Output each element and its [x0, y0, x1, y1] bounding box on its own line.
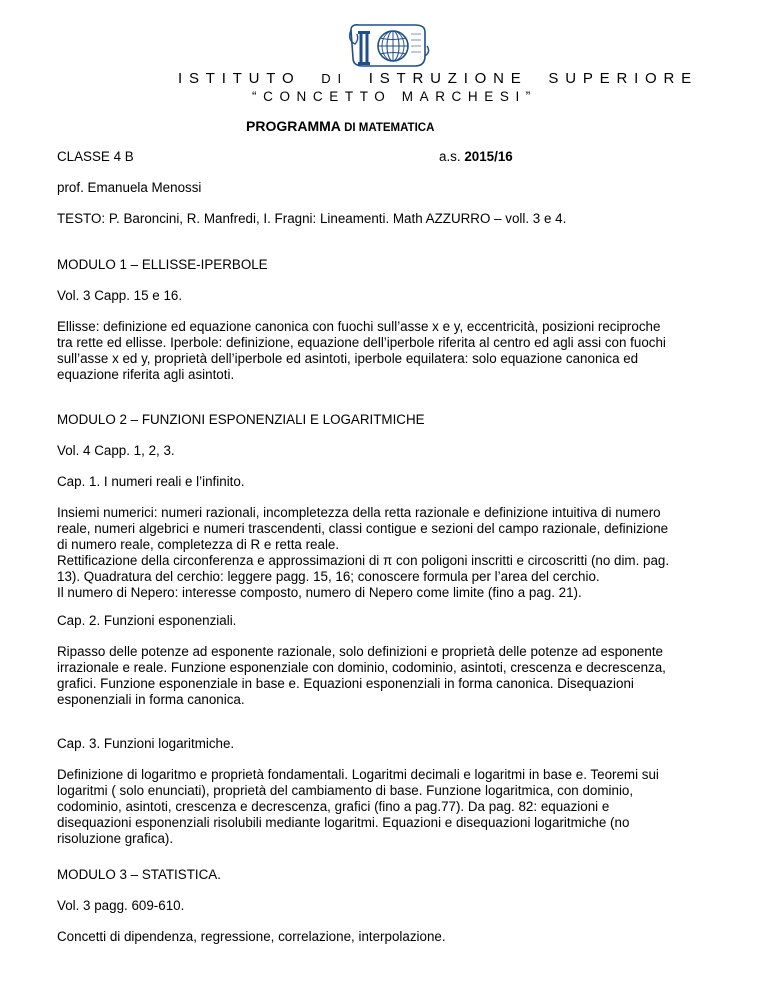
text-line: Ellisse: definizione ed equazione canonica con fuochi sull’asse x e y, eccentricità, posizioni reciproche [57, 319, 661, 334]
module-1-content [57, 319, 737, 383]
text-line: disequazioni esponenziali risolubili mediante logaritmi. Equazioni e disequazioni logaritmiche (no [57, 815, 630, 830]
text-line: Insiemi numerici: numeri razionali, incompletezza della retta razionale e definizione intuitiva di numero [57, 505, 661, 520]
school-logo-globe-icon [345, 22, 431, 72]
chapter-3-content [57, 767, 737, 847]
text-line: risoluzione grafica). [57, 831, 174, 846]
institute-name-line-2: “CONCETTO MARCHESI” [252, 89, 537, 104]
text-line: sull’asse x ed y, proprietà dell’iperbole ed asintoti, iperbole equilatera: solo equazione canonica ed [57, 351, 639, 366]
text-line: irrazionale e reale. Funzione esponenziale con dominio, codominio, asintoti, crescenza e decrescenza, [57, 660, 666, 675]
class-label: CLASSE 4 B [57, 149, 134, 164]
text-line: esponenziali in forma canonica. [57, 692, 245, 707]
module-2-ref: Vol. 4 Capp. 1, 2, 3. [57, 443, 175, 458]
text-line: logaritmi ( solo enunciati), proprietà del cambiamento di base. Funzione logaritmica, con dominio, [57, 783, 634, 798]
teacher-name: prof. Emanuela Menossi [57, 180, 202, 195]
textbook-reference: TESTO: P. Baroncini, R. Manfredi, I. Fragni: Lineamenti. Math AZZURRO – voll. 3 e 4. [57, 211, 567, 226]
module-3-ref: Vol. 3 pagg. 609-610. [57, 898, 185, 913]
school-year: a.s. 2015/16 [439, 149, 513, 164]
chapter-1-title: Cap. 1. I numeri reali e l’infinito. [57, 474, 245, 489]
text-line: 13). Quadratura del cerchio: leggere pagg. 15, 16; conoscere formula per l’area del cerchio. [57, 569, 600, 584]
module-1-ref: Vol. 3 Capp. 15 e 16. [57, 288, 183, 303]
text-line: Rettificazione della circonferenza e approssimazioni di π con poligoni inscritti e circoscritti (no dim. pag. [57, 553, 670, 568]
module-3-content: Concetti di dipendenza, regressione, correlazione, interpolazione. [57, 929, 446, 944]
text-line: di numero reale, completezza di R e retta reale. [57, 537, 340, 552]
text-line: codominio, asintoti, crescenza e decrescenza, grafici (fino a pag.77). Da pag. 82: equazioni e [57, 799, 610, 814]
module-3-title: MODULO 3 – STATISTICA. [57, 867, 221, 882]
text-line: grafici. Funzione esponenziale in base e. Equazioni esponenziali in forma canonica. Disequazioni [57, 676, 634, 691]
module-2-title: MODULO 2 – FUNZIONI ESPONENZIALI E LOGARITMICHE [57, 412, 425, 427]
text-line: tra rette ed ellisse. Iperbole: definizione, equazione dell’iperbole riferita al centro ed agli assi con fuochi [57, 335, 666, 350]
chapter-2-title: Cap. 2. Funzioni esponenziali. [57, 613, 237, 628]
chapter-1-content [57, 505, 737, 601]
text-line: reale, numeri algebrici e numeri trascendenti, classi contigue e sezioni del campo razionale, definizione [57, 521, 669, 536]
institute-name-line-1: ISTITUTO DI ISTRUZIONE SUPERIORE [178, 70, 698, 87]
text-line: equazione riferita agli asintoti. [57, 367, 235, 382]
text-line: Ripasso delle potenze ad esponente razionale, solo definizioni e proprietà delle potenze ad esponente [57, 644, 663, 659]
chapter-3-title: Cap. 3. Funzioni logaritmiche. [57, 736, 235, 751]
program-title: PROGRAMMA DI MATEMATICA [246, 118, 435, 134]
chapter-2-content [57, 644, 737, 708]
text-line: Il numero di Nepero: interesse composto, numero di Nepero come limite (fino a pag. 21). [57, 585, 582, 600]
module-1-title: MODULO 1 – ELLISSE-IPERBOLE [57, 257, 268, 272]
text-line: Definizione di logaritmo e proprietà fondamentali. Logaritmi decimali e logaritmi in base e. Teoremi sui [57, 767, 659, 782]
